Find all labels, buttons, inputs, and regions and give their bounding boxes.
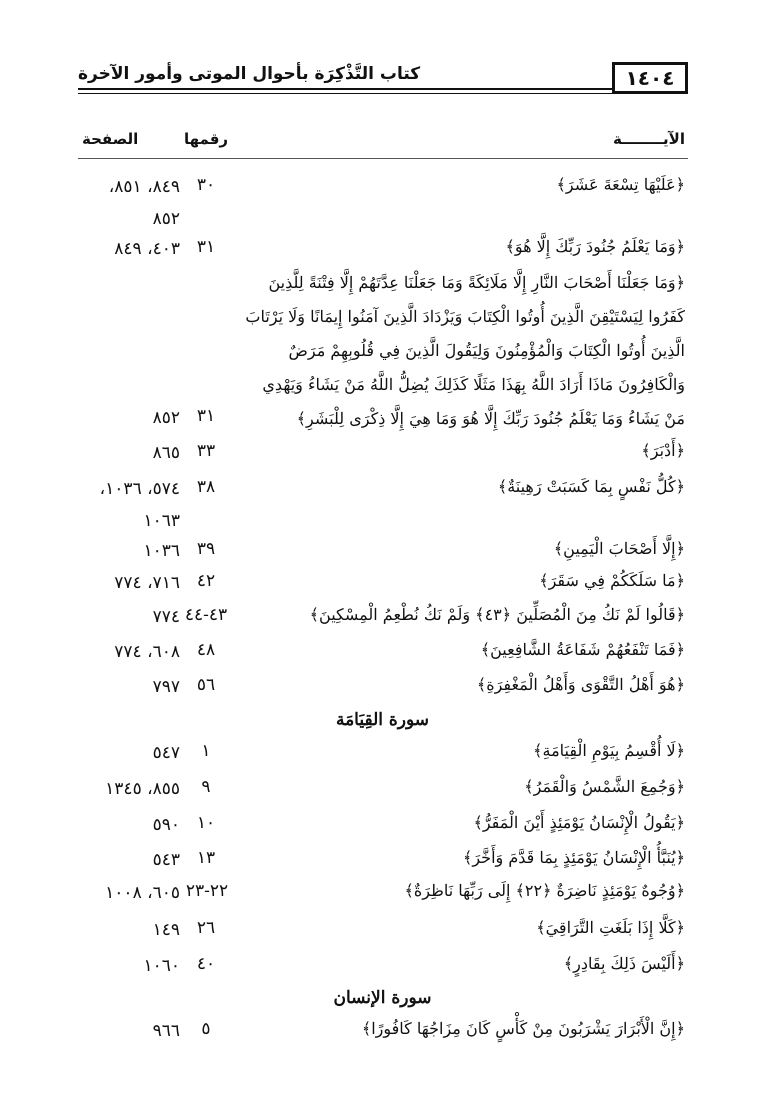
page-refs: ٨٥٥، ١٣٤٥ <box>105 779 180 799</box>
verse-number: ٥ <box>201 1019 211 1039</box>
verse-text: ﴿وَجُمِعَ الشَّمْسُ وَالْقَمَرُ﴾ <box>524 777 685 796</box>
page-refs: ٥٩٠ <box>152 815 180 835</box>
header-rule-thin <box>78 93 612 94</box>
page-refs: ٧٧٤ <box>152 607 180 627</box>
page-refs: ٥٤٧ <box>152 743 180 763</box>
verse-text: ﴿أَلَيْسَ ذَلِكَ بِقَادِرٍ﴾ <box>563 954 685 973</box>
verse-text: ﴿وَمَا يَعْلَمُ جُنُودَ رَبِّكَ إِلَّا هُوَ﴾ <box>505 237 685 256</box>
verse-text: ﴿يُنَبَّأُ الْإِنْسَانُ يَوْمَئِذٍ بِمَا قَدَّمَ وَأَخَّرَ﴾ <box>462 848 685 867</box>
page-refs: ١٠٣٦ <box>143 541 180 561</box>
page-refs: ٧٩٧ <box>152 677 180 697</box>
verse-number: ٥٦ <box>196 675 216 695</box>
verse-number: ٩ <box>201 777 211 797</box>
verse-number: ٣١ <box>196 237 216 257</box>
verse-number: ١٣ <box>196 848 216 868</box>
page-refs: ٦٠٨، ٧٧٤ <box>114 642 180 662</box>
verse-text: ﴿إِنَّ الْأَبْرَارَ يَشْرَبُونَ مِنْ كَأْسٍ كَانَ مِزَاجُهَا كَافُورًا﴾ <box>361 1019 685 1038</box>
column-header-number: رقمها <box>184 130 229 148</box>
column-header-verse: الآيــــــــة <box>612 130 685 148</box>
verse-number: ٣٨ <box>196 477 216 497</box>
verse-number: ٣١ <box>196 406 216 426</box>
verse-text: ﴿يَقُولُ الْإِنْسَانُ يَوْمَئِذٍ أَيْنَ الْمَفَرُّ﴾ <box>473 813 685 832</box>
verse-number: ٣٠ <box>196 175 216 195</box>
verse-text: ﴿مَا سَلَكَكُمْ فِي سَقَرَ﴾ <box>539 571 685 590</box>
verse-number: ١٠ <box>196 813 216 833</box>
page-refs: ٨٤٩، ٨٥١، ٨٥٢ <box>108 177 180 229</box>
verse-text: ﴿وَمَا جَعَلْنَا أَصْحَابَ النَّارِ إِلَّا مَلَائِكَةً وَمَا جَعَلْنَا عِدَّتَهُمْ إِلَّا فِتْنَةً لِلَّذِينَ كَفَرُوا لِيَسْتَيْقِنَ الَّذِينَ أُوتُوا الْكِتَابَ وَيَزْدَادَ الَّذِينَ آمَنُوا إِيمَانًا وَلَا يَرْتَابَ الَّذِينَ أُوتُوا الْكِتَابَ وَالْمُؤْمِنُونَ وَلِيَقُولَ الَّذِينَ فِي قُلُوبِهِمْ مَرَضٌ وَالْكَافِرُونَ مَاذَا أَرَادَ اللَّهُ بِهَذَا مَثَلًا كَذَلِكَ يُضِلُّ اللَّهُ مَنْ يَشَاءُ وَيَهْدِي مَنْ يَشَاءُ وَمَا يَعْلَمُ جُنُودَ رَبِّكَ إِلَّا هُوَ وَمَا هِيَ إِلَّا ذِكْرَى لِلْبَشَرِ﴾ <box>245 273 685 428</box>
verse-text: ﴿وُجُوهٌ يَوْمَئِذٍ نَاضِرَةٌ ﴿٢٢﴾ إِلَى رَبِّهَا نَاظِرَةٌ﴾ <box>404 881 685 900</box>
verse-text: ﴿لَا أُقْسِمُ بِيَوْمِ الْقِيَامَةِ﴾ <box>533 741 685 760</box>
verse-text: ﴿فَمَا تَنْفَعُهُمْ شَفَاعَةُ الشَّافِعِينَ﴾ <box>480 640 685 659</box>
verse-text: ﴿أَدْبَرَ﴾ <box>641 441 685 460</box>
verse-number: ٣٣ <box>196 441 216 461</box>
verse-number: ٢٦ <box>196 918 216 938</box>
verse-number: ٤٣-٤٤ <box>184 605 228 625</box>
page-refs: ١٤٩ <box>152 920 180 940</box>
verse-text: ﴿قَالُوا لَمْ نَكُ مِنَ الْمُصَلِّينَ ﴿٤٣﴾ وَلَمْ نَكُ نُطْعِمُ الْمِسْكِينَ﴾ <box>309 605 685 624</box>
verse-text: ﴿عَلَيْهَا تِسْعَةَ عَشَرَ﴾ <box>556 175 685 194</box>
verse-number: ٤٢ <box>196 571 216 591</box>
page-number: ١٤٠٤ <box>612 62 688 94</box>
page-refs: ٥٤٣ <box>152 850 180 870</box>
verse-number: ٢٢-٢٣ <box>185 881 229 901</box>
page-refs: ٩٦٦ <box>152 1021 180 1041</box>
verse-text: ﴿كَلَّا إِذَا بَلَغَتِ التَّرَاقِيَ﴾ <box>536 918 685 937</box>
verse-number: ٤٠ <box>196 954 216 974</box>
page-refs: ٦٠٥، ١٠٠٨ <box>105 883 180 903</box>
page-header <box>78 60 688 98</box>
page-refs: ٨٦٥ <box>152 443 180 463</box>
surah-heading: سورة القِيَامَة <box>335 710 430 730</box>
column-header-page: الصفحة <box>82 130 139 148</box>
page-refs: ٤٠٣، ٨٤٩ <box>114 239 180 259</box>
page-refs: ٨٥٢ <box>152 408 180 428</box>
page-refs: ٥٧٤، ١٠٣٦، ١٠٦٣ <box>99 479 180 531</box>
book-title: كتاب التَّذْكِرَة بأحوال الموتى وأمور الآخرة <box>78 64 421 84</box>
page-refs: ١٠٦٠ <box>143 956 180 976</box>
verse-number: ٤٨ <box>196 640 216 660</box>
verse-text: ﴿إِلَّا أَصْحَابَ الْيَمِينِ﴾ <box>553 539 685 558</box>
page-refs: ٧١٦، ٧٧٤ <box>114 573 180 593</box>
verse-text: ﴿هُوَ أَهْلُ التَّقْوَى وَأَهْلُ الْمَغْفِرَةِ﴾ <box>476 675 685 694</box>
surah-heading: سورة الإنسان <box>333 988 432 1008</box>
verse-number: ٣٩ <box>196 539 216 559</box>
column-header-rule <box>78 158 688 159</box>
header-rule <box>78 88 612 90</box>
verse-text: ﴿كُلُّ نَفْسٍ بِمَا كَسَبَتْ رَهِينَةٌ﴾ <box>497 477 685 496</box>
verse-number: ١ <box>201 741 211 761</box>
